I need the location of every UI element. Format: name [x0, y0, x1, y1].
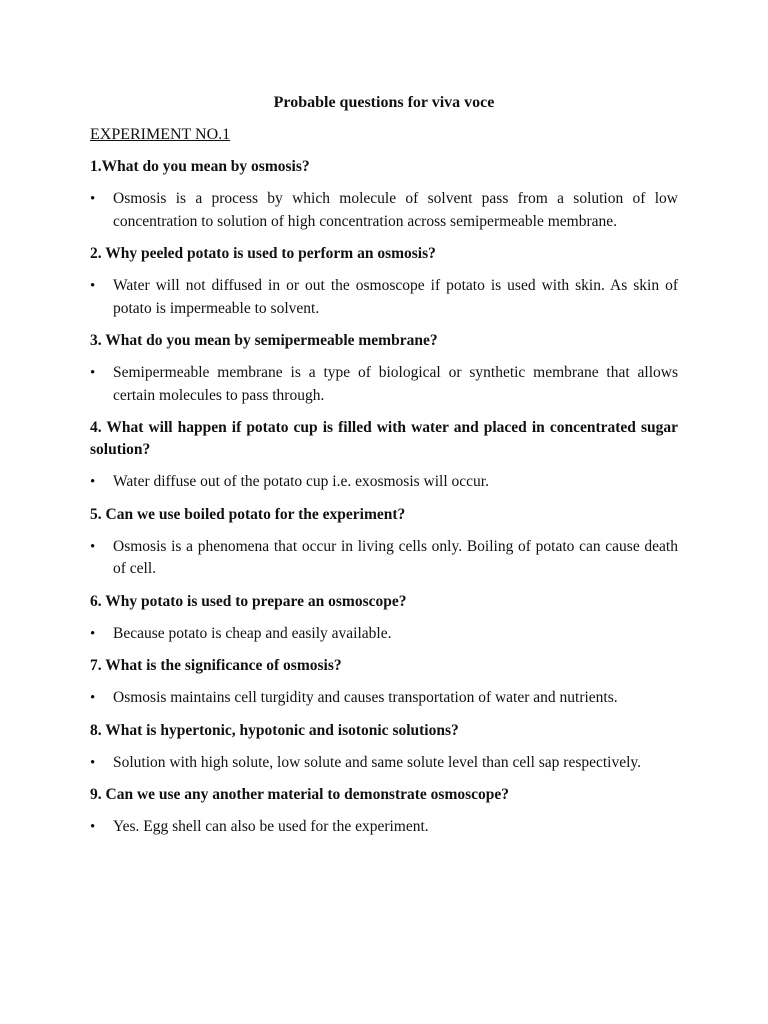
answer-text: Osmosis is a phenomena that occur in living cells only. Boiling of potato can cause death of cell.	[113, 537, 678, 577]
answer-text: Osmosis maintains cell turgidity and causes transportation of water and nutrients.	[113, 689, 618, 706]
qa-item-8	[90, 720, 678, 775]
question-3: 3. What do you mean by semipermeable membrane?	[90, 332, 438, 349]
question-1: 1.What do you mean by osmosis?	[90, 158, 310, 175]
answer-text: Because potato is cheap and easily available.	[113, 624, 392, 642]
experiment-label: EXPERIMENT NO.1	[90, 126, 231, 143]
qa-item-4	[90, 417, 678, 494]
answer-3	[90, 362, 678, 407]
bullet-icon: •	[90, 819, 96, 835]
answer-5	[90, 536, 678, 581]
answer-text: Yes. Egg shell can also be used for the experiment.	[113, 818, 429, 835]
bullet-icon: •	[90, 690, 96, 706]
question-7: 7. What is the significance of osmosis?	[90, 657, 342, 674]
bullet-icon: •	[90, 625, 96, 642]
qa-item-9	[90, 784, 678, 839]
qa-item-5	[90, 504, 678, 581]
answer-text: Semipermeable membrane is a type of biological or synthetic membrane that allows certain molecules to pass through.	[113, 364, 678, 404]
question-4: 4. What will happen if potato cup is filled with water and placed in concentrated sugar solution?	[90, 419, 678, 458]
answer-text: Water will not diffused in or out the osmoscope if potato is used with skin. As skin of potato is impermeable to solvent.	[113, 277, 678, 317]
bullet-icon: •	[90, 754, 96, 771]
answer-text: Water diffuse out of the potato cup i.e. exosmosis will occur.	[113, 473, 489, 490]
answer-2	[90, 275, 678, 320]
bullet-icon: •	[90, 474, 96, 490]
qa-item-3	[90, 330, 678, 407]
answer-text: Osmosis is a process by which molecule of solvent pass from a solution of low concentration to solution of high concentration across semipermeable membrane.	[113, 190, 678, 230]
question-9: 9. Can we use any another material to demonstrate osmoscope?	[90, 786, 510, 803]
question-5: 5. Can we use boiled potato for the experiment?	[90, 505, 406, 523]
qa-item-6	[90, 591, 678, 646]
answer-1	[90, 188, 678, 233]
question-6: 6. Why potato is used to prepare an osmoscope?	[90, 592, 407, 610]
question-8: 8. What is hypertonic, hypotonic and isotonic solutions?	[90, 721, 459, 739]
bullet-icon: •	[90, 538, 96, 555]
answer-4	[90, 471, 678, 494]
qa-item-2	[90, 243, 678, 320]
qa-item-1	[90, 156, 678, 233]
question-2: 2. Why peeled potato is used to perform an osmosis?	[90, 245, 436, 262]
qa-item-7	[90, 655, 678, 710]
answer-9	[90, 816, 678, 839]
bullet-icon: •	[90, 278, 96, 294]
answer-8	[90, 752, 678, 775]
answer-7	[90, 687, 678, 710]
document-title: Probable questions for viva voce	[273, 94, 495, 111]
bullet-icon: •	[90, 365, 96, 381]
answer-6	[90, 623, 678, 646]
bullet-icon: •	[90, 191, 96, 207]
answer-text: Solution with high solute, low solute and same solute level than cell sap respectively.	[113, 753, 642, 771]
